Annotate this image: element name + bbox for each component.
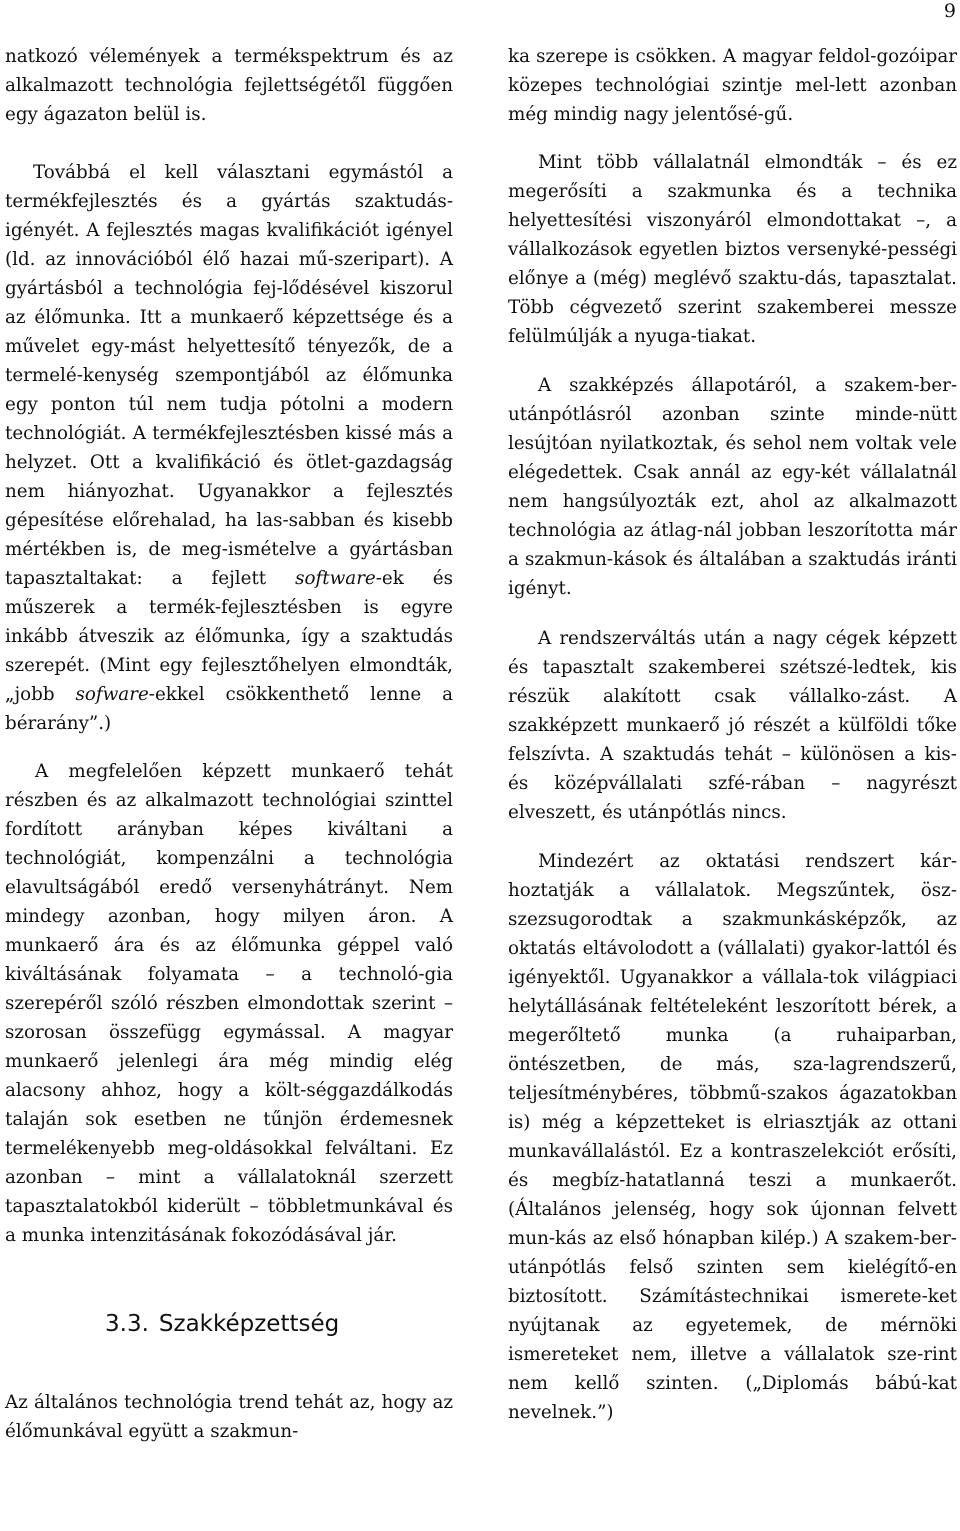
left-paragraph-1: natkozó vélemények a termékspektrum és az alkalmazott technológia fejlettségétől függően egy ágazaton belül is. [5,46,453,125]
section-heading [5,1310,453,1338]
section-title: Szakképzettség [158,1311,340,1337]
left-paragraph-2-text-c: -ekkel csökkenthető lenne a bérarány”.) [5,684,453,734]
right-column [508,42,957,1427]
right-paragraph-2: Mint több vállalatnál elmondták – és ez megerősíti a szakmunka és a technika helyettesítési viszonyáról elmondottakat –, a vállalkozások egyetlen biztos versenyké-pességi előnye a (még) meglévő szaktu-dás, tapasztalat. Több cégvezető szerint szakemberei messze felülmúlják a nyuga-tiakat. [508,152,957,347]
left-paragraph-3: A megfelelően képzett munkaerő tehát részben és az alkalmazott technológiai szinttel fordított arányban képes kiváltani a technológiát, kompenzálni a technológia elavultságából eredő versenyhátrányt. Nem mindegy azonban, hogy milyen áron. A munkaerő ára és az élőmunka géppel való kiváltásának folyamata – a technoló-gia szerepéről szóló részben elmondottak szerint – szorosan összefügg egymással. A magyar munkaerő jelenlegi ára még mindig elég alacsony ahhoz, hogy a költ-séggazdálkodás talaján sok esetben ne tűnjön érdemesnek termelékenyebb meg-oldásokkal felváltani. Ez azonban – mint a vállalatoknál szerzett tapasztalatokból kiderült – többletmunkával és a munka intenzitásának fokozódásával jár. [5,761,453,1246]
left-paragraph-2 [5,158,453,738]
left-paragraph-2-text-b: -ek és műszerek a termék-fejlesztésben is egyre inkább átveszik az élőmunka, így a szaktudás szerepét. (Mint egy fejlesztőhelyen elmondták, „jobb [5,568,454,705]
left-column [5,42,453,1446]
right-paragraph-4: A rendszerváltás után a nagy cégek képzett és tapasztalt szakemberei szétszé-ledtek, kis részük alakított csak vállalko-zást. A szakképzett munkaerő jó részét a külföldi tőke felszívta. A szaktudás tehát – különösen a kis- és középvállalati szfé-rában – nagyrészt elveszett, és utánpótlás nincs. [508,628,957,823]
software-term: software [295,568,376,589]
section-number: 3.3. [105,1311,149,1337]
right-paragraph-5: Mindezért az oktatási rendszert kár-hoztatják a vállalatok. Megszűntek, ösz-szezsugorodtak a szakmunkásképzők, az oktatás eltávolodott a (vállalati) gyakor-lattól és igényektől. Ugyanakkor a vállala-tok világpiaci helytállásának feltételeként leszorított bérek, a megerőltető munka (a ruhaiparban, öntészetben, de más, sza-lagrendszerű, teljesítménybéres, többmű-szakos ágazatokban is) még a képzetteket is elriasztják az ottani munkavállalástól. Ez a kontraszelekciót erősíti, és megbíz-hatatlanná teszi a munkaerőt. (Általános jelenség, hogy sok újonnan felvett mun-kás az első hónapban kilép.) A szakem-ber-utánpótlás felső szinten sem kielégítő-en biztosított. Számítástechnikai ismerete-ket nyújtanak az egyetemek, de mérnöki ismereteket nem, illetve a vállalatok sze-rint nem kellő szinten. („Diplomás bábú-kat nevelnek.”) [508,851,957,1423]
right-paragraph-3: A szakképzés állapotáról, a szakem-ber-utánpótlásról azonban szinte minde-nütt lesújtóan nyilatkoztak, és sehol nem voltak vele elégedettek. Csak annál az egy-két vállalatnál nem hangsúlyozták ezt, ahol az alkalmazott technológia az átlag-nál jobban leszorította már a szakmun-kások és általában a szaktudás iránti igényt. [508,375,957,599]
page-number: 9 [943,0,956,22]
left-paragraph-2-text-a: Továbbá el kell választani egymástól a termékfejlesztés és a gyártás szaktudás-igényét. A fejlesztés magas kvalifikációt igényel (ld. az innovációból élő hazai mű-szeripart). A gyártásból a technológia fej-lődésével kiszorul az élőmunka. Itt a munkaerő képzettsége és a művelet egy-mást helyettesítő tényezők, de a termelé-kenység szempontjából az élőmunka egy ponton túl nem tudja pótolni a modern technológiát. A termékfejlesztésben kissé más a helyzet. Ott a kvalifikáció és ötlet-gazdagság nem hiányozhat. Ugyanakkor a fejlesztés gépesítése előrehalad, ha las-sabban és kisebb mértékben is, de meg-ismételve a gyártásban tapasztaltakat: a fejlett [5,162,453,589]
sofware-term: sofware [75,684,149,705]
right-paragraph-1: ka szerepe is csökken. A magyar feldol-gozóipar közepes technológiai szintje mel-lett azonban még mindig nagy jelentősé-gű. [508,46,957,125]
left-paragraph-4: Az általános technológia trend tehát az, hogy az élőmunkával együtt a szakmun- [5,1392,453,1442]
